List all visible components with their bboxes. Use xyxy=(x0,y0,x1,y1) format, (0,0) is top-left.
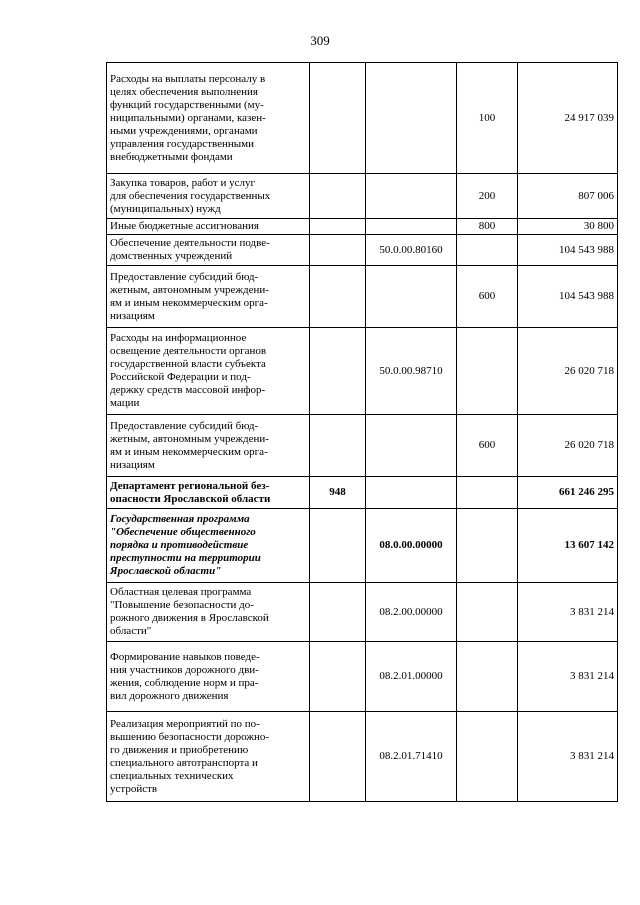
row-name-line: Областная целевая программа xyxy=(110,586,252,598)
table-row xyxy=(107,712,618,802)
row-amount-cell: 661 246 295 xyxy=(518,477,618,509)
row-name-cell xyxy=(107,235,310,266)
row-name-line: вышению безопасности дорожно- xyxy=(110,730,270,743)
row-name-line: жетным, автономным учреждени- xyxy=(110,432,269,445)
row-target-article-cell xyxy=(366,219,457,235)
row-name-line: для обеспечения государственных xyxy=(110,189,271,202)
row-amount-cell: 26 020 718 xyxy=(518,415,618,477)
row-name-line: Российской Федерации и под- xyxy=(110,371,251,383)
table-row xyxy=(107,509,618,583)
row-name-line: внебюджетными фондами xyxy=(110,150,233,163)
row-dept-code-cell xyxy=(310,174,366,219)
row-name-line: области" xyxy=(110,625,152,637)
row-name-cell xyxy=(107,174,310,219)
row-name-line: низациям xyxy=(110,309,155,322)
row-expense-type-cell xyxy=(457,235,518,266)
row-amount-cell: 3 831 214 xyxy=(518,583,618,642)
page-number: 309 xyxy=(310,33,330,48)
row-name-line: опасности Ярославской области xyxy=(110,492,271,505)
row-name-cell xyxy=(107,712,310,802)
row-name-line: рожного движения в Ярославской xyxy=(110,612,269,624)
row-name-line: держку средств массовой инфор- xyxy=(110,384,266,396)
row-dept-code-cell: 948 xyxy=(310,477,366,509)
row-name-line: Реализация мероприятий по по- xyxy=(110,717,260,730)
row-name-line: мации xyxy=(110,397,140,409)
row-expense-type-cell: 600 xyxy=(457,266,518,328)
row-name-line: функций государственными (му- xyxy=(110,98,264,111)
row-expense-type-cell xyxy=(457,509,518,583)
row-expense-type-cell xyxy=(457,477,518,509)
row-amount-cell: 3 831 214 xyxy=(518,712,618,802)
row-expense-type-cell xyxy=(457,642,518,712)
row-name-cell xyxy=(107,219,310,235)
row-name-line: Ярославской области" xyxy=(110,565,222,577)
row-name-line: "Повышение безопасности до- xyxy=(110,599,254,611)
row-name-line: Закупка товаров, работ и услуг xyxy=(110,176,255,189)
row-name-line: домственных учреждений xyxy=(110,250,233,262)
row-name-line: Государственная программа xyxy=(110,513,250,525)
row-name-line: ям и иным некоммерческим орга- xyxy=(110,296,268,309)
row-name-line: Предоставление субсидий бюд- xyxy=(110,419,259,432)
row-target-article-cell xyxy=(366,174,457,219)
table-row xyxy=(107,174,618,219)
row-name-cell xyxy=(107,477,310,509)
row-name-line: ния участников дорожного дви- xyxy=(110,663,259,676)
row-target-article-cell: 08.0.00.00000 xyxy=(366,509,457,583)
row-dept-code-cell xyxy=(310,642,366,712)
row-dept-code-cell xyxy=(310,328,366,415)
row-dept-code-cell xyxy=(310,63,366,174)
row-dept-code-cell xyxy=(310,235,366,266)
row-name-line: вил дорожного движения xyxy=(110,689,229,702)
row-name-line: (муниципальных) нужд xyxy=(110,202,221,215)
row-amount-cell: 13 607 142 xyxy=(518,509,618,583)
row-target-article-cell: 08.2.00.00000 xyxy=(366,583,457,642)
row-expense-type-cell: 100 xyxy=(457,63,518,174)
row-expense-type-cell: 200 xyxy=(457,174,518,219)
row-name-cell xyxy=(107,63,310,174)
row-target-article-cell xyxy=(366,415,457,477)
row-name-line: специального автотранспорта и xyxy=(110,756,258,769)
row-target-article-cell: 08.2.01.71410 xyxy=(366,712,457,802)
row-name-cell xyxy=(107,415,310,477)
table-row xyxy=(107,477,618,509)
row-amount-cell: 3 831 214 xyxy=(518,642,618,712)
row-amount-cell: 807 006 xyxy=(518,174,618,219)
row-name-line: го движения и приобретению xyxy=(110,743,249,756)
row-name-line: ными учреждениями, органами xyxy=(110,124,258,137)
budget-table xyxy=(106,62,618,802)
row-amount-cell: 24 917 039 xyxy=(518,63,618,174)
row-target-article-cell: 50.0.00.80160 xyxy=(366,235,457,266)
row-dept-code-cell xyxy=(310,266,366,328)
row-name-line: устройств xyxy=(110,782,158,795)
row-amount-cell: 104 543 988 xyxy=(518,266,618,328)
row-name-cell xyxy=(107,509,310,583)
budget-table-body xyxy=(107,63,618,802)
row-amount-cell: 30 800 xyxy=(518,219,618,235)
row-name-line: Иные бюджетные ассигнования xyxy=(110,220,259,232)
row-amount-cell: 26 020 718 xyxy=(518,328,618,415)
row-name-line: порядка и противодействие xyxy=(110,539,249,551)
row-target-article-cell xyxy=(366,477,457,509)
row-dept-code-cell xyxy=(310,219,366,235)
table-row xyxy=(107,235,618,266)
table-row xyxy=(107,328,618,415)
row-name-line: ям и иным некоммерческим орга- xyxy=(110,445,268,458)
row-name-cell xyxy=(107,328,310,415)
row-name-line: Обеспечение деятельности подве- xyxy=(110,237,270,249)
row-name-line: ниципальными) органами, казен- xyxy=(110,111,266,124)
table-row xyxy=(107,63,618,174)
row-expense-type-cell xyxy=(457,583,518,642)
row-name-line: управления государственными xyxy=(110,137,255,150)
row-target-article-cell xyxy=(366,63,457,174)
row-name-line: жетным, автономным учреждени- xyxy=(110,283,269,296)
row-name-line: специальных технических xyxy=(110,769,234,782)
row-name-line: Предоставление субсидий бюд- xyxy=(110,270,259,283)
row-name-line: Формирование навыков поведе- xyxy=(110,650,260,663)
row-name-cell xyxy=(107,266,310,328)
row-dept-code-cell xyxy=(310,712,366,802)
row-amount-cell: 104 543 988 xyxy=(518,235,618,266)
row-name-line: жения, соблюдение норм и пра- xyxy=(110,676,259,689)
row-dept-code-cell xyxy=(310,509,366,583)
row-name-line: Расходы на информационное xyxy=(110,332,247,344)
row-name-line: преступности на территории xyxy=(110,552,261,564)
row-name-line: Департамент региональной без- xyxy=(110,479,270,492)
table-row xyxy=(107,219,618,235)
row-dept-code-cell xyxy=(310,415,366,477)
row-name-line: низациям xyxy=(110,458,155,471)
table-row xyxy=(107,415,618,477)
table-row xyxy=(107,642,618,712)
row-name-cell xyxy=(107,642,310,712)
row-name-line: Расходы на выплаты персоналу в xyxy=(110,72,266,85)
row-dept-code-cell xyxy=(310,583,366,642)
row-expense-type-cell xyxy=(457,328,518,415)
row-name-cell xyxy=(107,583,310,642)
row-target-article-cell xyxy=(366,266,457,328)
row-expense-type-cell: 600 xyxy=(457,415,518,477)
row-name-line: целях обеспечения выполнения xyxy=(110,85,258,98)
row-name-line: "Обеспечение общественного xyxy=(110,526,256,538)
row-expense-type-cell xyxy=(457,712,518,802)
row-target-article-cell: 08.2.01.00000 xyxy=(366,642,457,712)
row-name-line: освещение деятельности органов xyxy=(110,345,267,357)
table-row xyxy=(107,266,618,328)
table-row xyxy=(107,583,618,642)
row-name-line: государственной власти субъекта xyxy=(110,358,266,370)
row-expense-type-cell: 800 xyxy=(457,219,518,235)
row-target-article-cell: 50.0.00.98710 xyxy=(366,328,457,415)
